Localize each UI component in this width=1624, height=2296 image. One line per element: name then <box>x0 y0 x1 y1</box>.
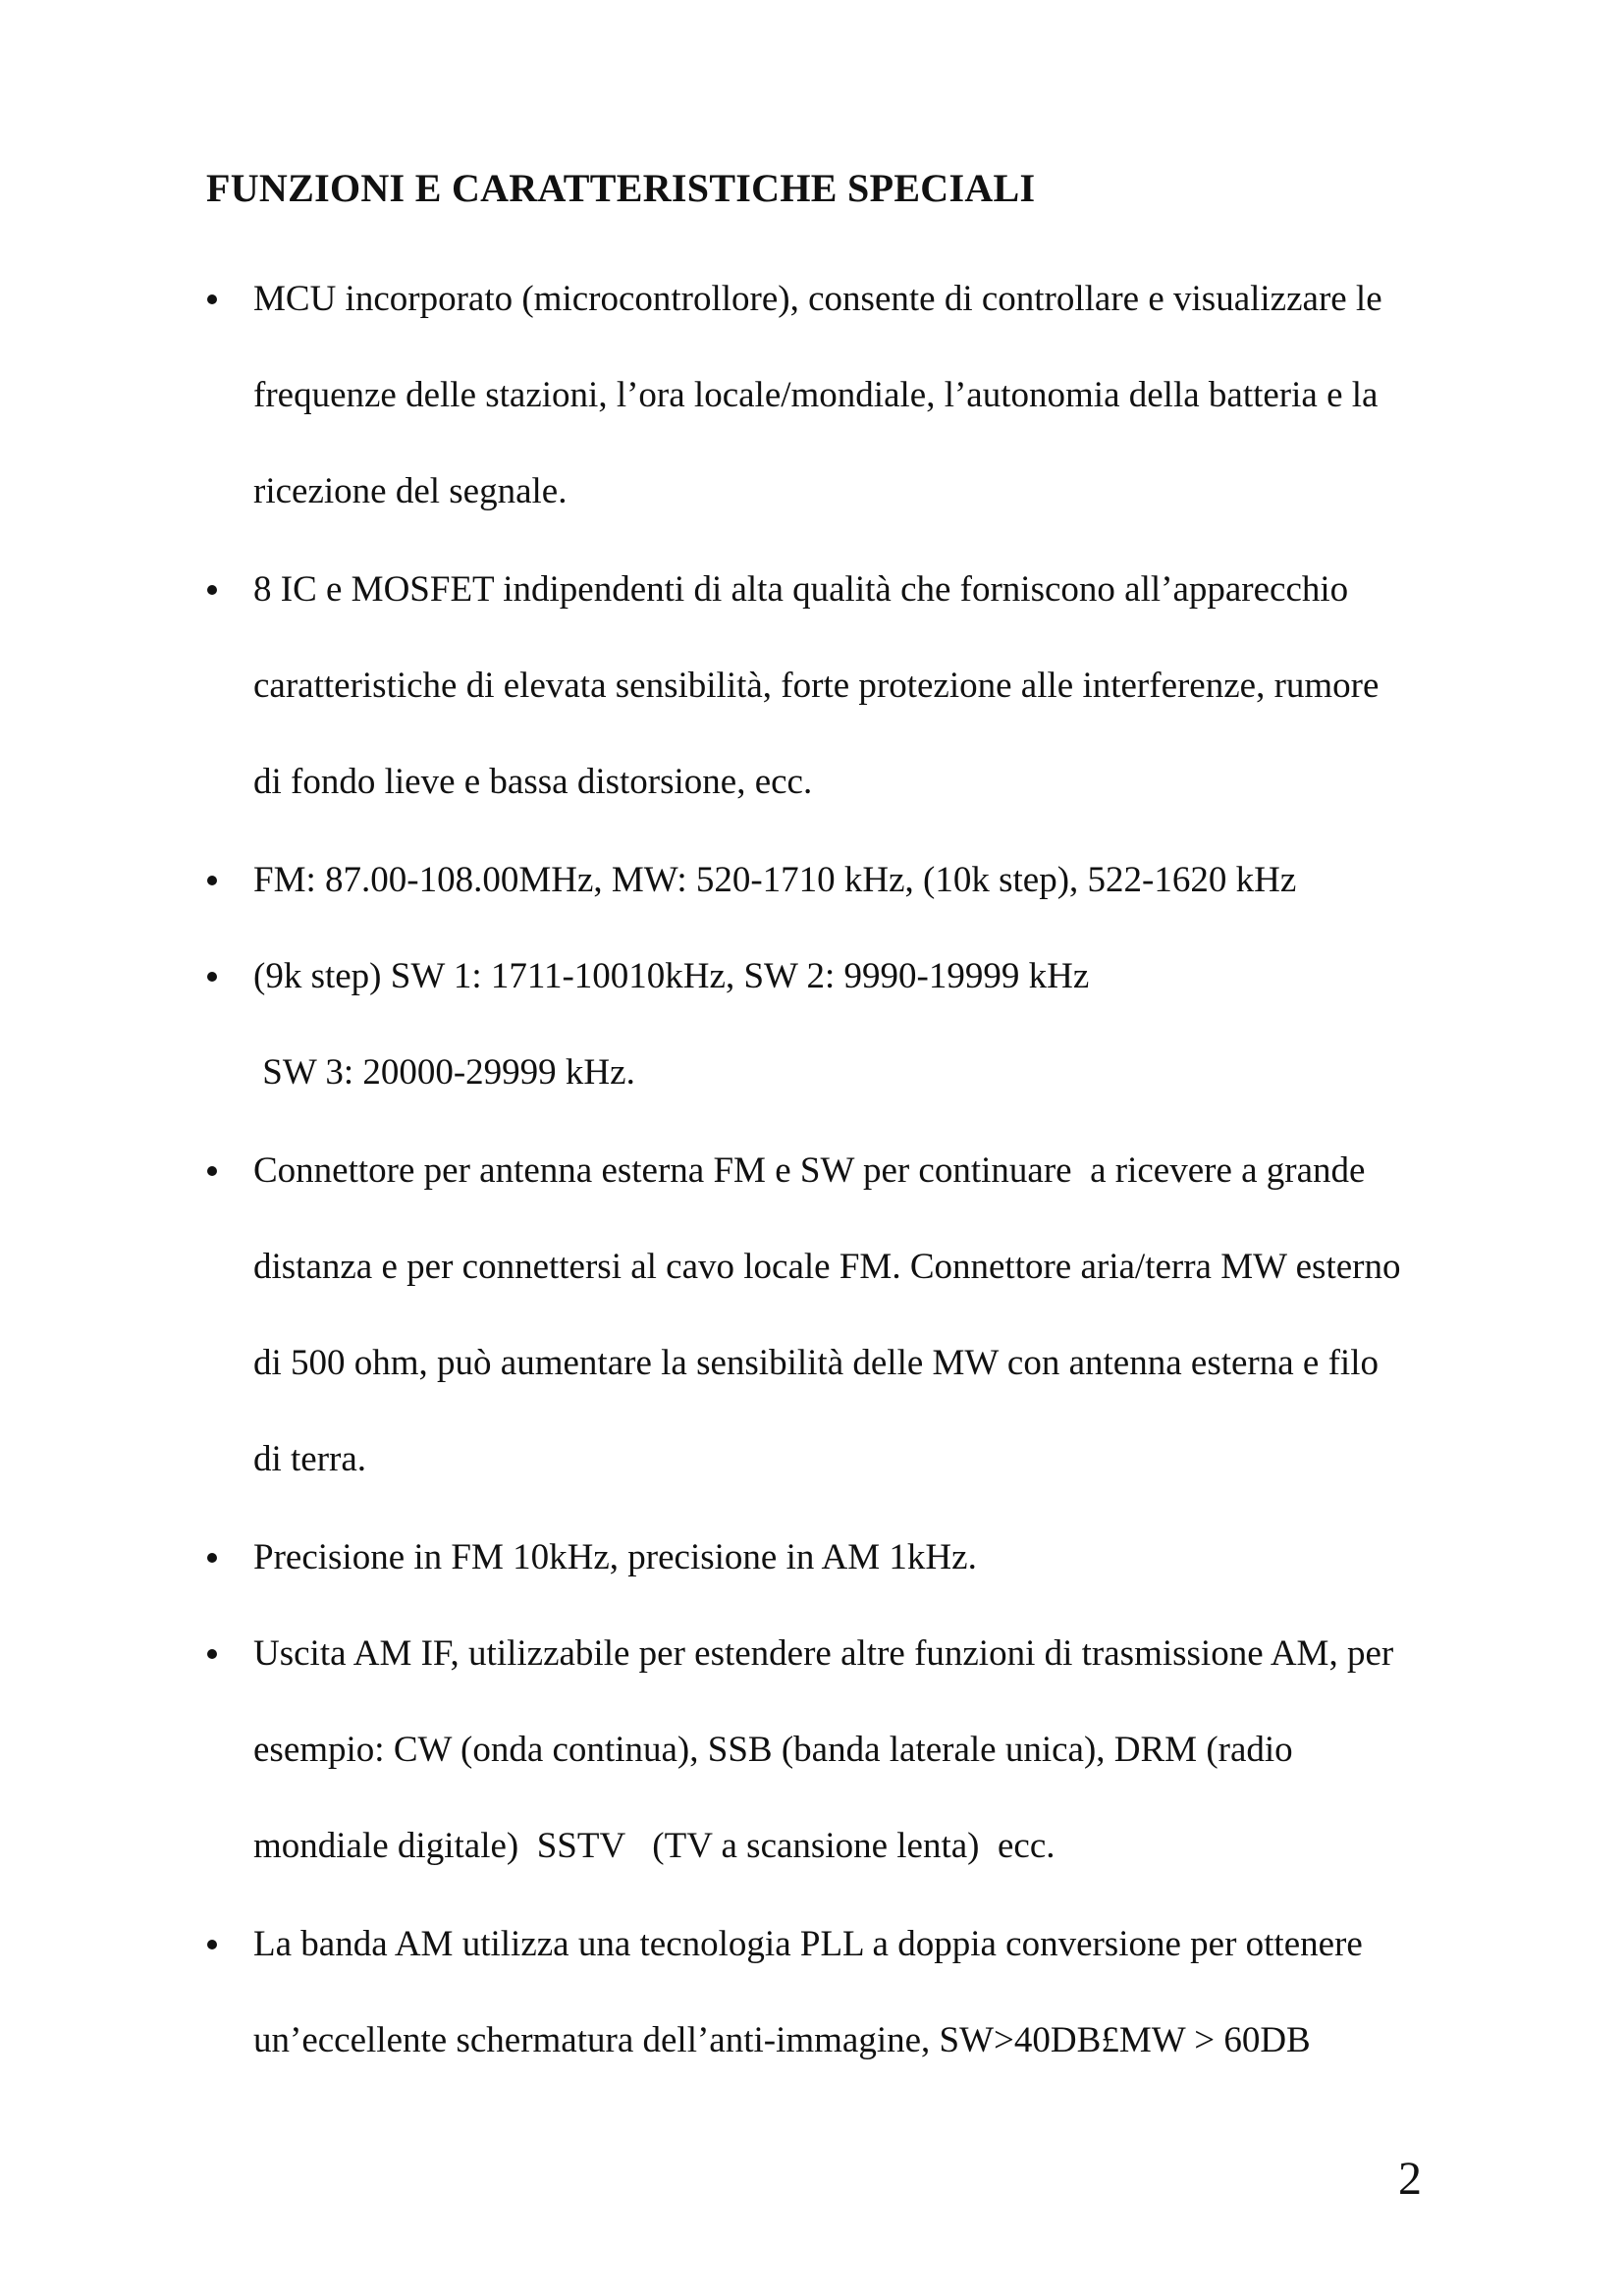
page-number: 2 <box>1398 2153 1422 2205</box>
text-line: di terra. <box>253 1439 367 1479</box>
bullet-icon <box>207 1166 217 1176</box>
page-title: FUNZIONI E CARATTERISTICHE SPECIALI <box>206 166 1036 210</box>
bullet-icon <box>207 1649 217 1659</box>
text-line: mondiale digitale) SSTV (TV a scansione lenta) ecc. <box>253 1826 1056 1866</box>
text-line: MCU incorporato (microcontrollore), consente di controllare e visualizzare le <box>253 279 1382 319</box>
text-line: SW 3: 20000-29999 kHz. <box>253 1052 635 1093</box>
bullet-icon <box>207 294 217 304</box>
text-line: Precisione in FM 10kHz, precisione in AM 1kHz. <box>253 1537 977 1577</box>
text-line: La banda AM utilizza una tecnologia PLL a doppia conversione per ottenere <box>253 1924 1363 1964</box>
text-line: ricezione del segnale. <box>253 471 568 511</box>
text-line: distanza e per connettersi al cavo locale FM. Connettore aria/terra MW esterno <box>253 1247 1401 1287</box>
bullet-icon <box>207 1940 217 1949</box>
text-line: esempio: CW (onda continua), SSB (banda laterale unica), DRM (radio <box>253 1730 1293 1770</box>
bullet-icon <box>207 1553 217 1563</box>
text-line: di 500 ohm, può aumentare la sensibilità delle MW con antenna esterna e filo <box>253 1343 1379 1383</box>
text-line: caratteristiche di elevata sensibilità, forte protezione alle interferenze, rumore <box>253 666 1380 706</box>
text-line: Uscita AM IF, utilizzabile per estendere altre funzioni di trasmissione AM, per <box>253 1633 1394 1674</box>
text-line: 8 IC e MOSFET indipendenti di alta qualità che forniscono all’apparecchio <box>253 569 1349 610</box>
text-line: Connettore per antenna esterna FM e SW per continuare a ricevere a grande <box>253 1150 1366 1191</box>
bullet-icon <box>207 972 217 982</box>
bullet-icon <box>207 585 217 595</box>
text-line: FM: 87.00-108.00MHz, MW: 520-1710 kHz, (10k step), 522-1620 kHz <box>253 860 1297 900</box>
text-line: (9k step) SW 1: 1711-10010kHz, SW 2: 9990-19999 kHz <box>253 956 1090 996</box>
text-line: frequenze delle stazioni, l’ora locale/mondiale, l’autonomia della batteria e la <box>253 375 1379 415</box>
bullet-icon <box>207 876 217 885</box>
text-line: un’eccellente schermatura dell’anti-immagine, SW>40DB£MW > 60DB <box>253 2020 1311 2060</box>
text-line: di fondo lieve e bassa distorsione, ecc. <box>253 762 813 802</box>
